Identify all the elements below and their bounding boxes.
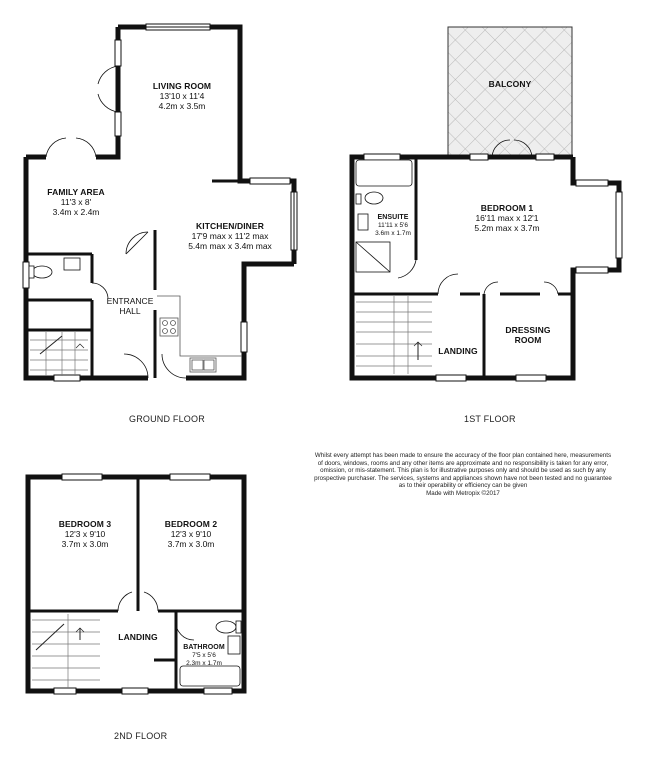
living-room-dim-metric: 4.2m x 3.5m — [158, 100, 206, 111]
kitchen-dim-metric: 5.4m max x 3.4m max — [188, 240, 272, 251]
ensuite-label — [368, 214, 418, 237]
dressing-name: DRESSING — [505, 325, 551, 335]
balcony-label — [470, 80, 550, 90]
bedroom3-dim-metric: 3.7m x 3.0m — [61, 538, 109, 549]
bathroom-dim-imperial: 7'5 x 5'6 — [192, 652, 216, 660]
second-landing-name: LANDING — [118, 632, 158, 642]
bedroom3-label — [42, 520, 128, 549]
family-area-dim-metric: 3.4m x 2.4m — [52, 206, 100, 217]
kitchen-diner-label — [172, 222, 288, 251]
disclaimer-line: Whilst every attempt has been made to ensure the accuracy of the floor plan contained here, measurements — [314, 452, 612, 459]
metropix-credit: Made with Metropix ©2017 — [426, 489, 500, 497]
hall-name: HALL — [119, 305, 141, 316]
first-stairs — [356, 296, 432, 374]
entrance-name: ENTRANCE — [106, 296, 154, 306]
first-floor-title: 1ST FLOOR — [464, 414, 516, 424]
first-landing-name: LANDING — [438, 346, 478, 356]
ensuite-dim-imperial: 11'11 x 5'6 — [377, 222, 409, 230]
bedroom2-name: BEDROOM 2 — [164, 519, 218, 529]
first-interior-doors — [398, 260, 558, 294]
bedroom2-label — [148, 520, 234, 549]
living-room-dim-imperial: 13'10 x 11'4 — [159, 90, 205, 101]
entrance-hall-label — [102, 297, 158, 317]
second-floor-title: 2ND FLOOR — [114, 731, 168, 741]
kitchen-dim-imperial: 17'9 max x 11'2 max — [191, 230, 269, 241]
dressing-room-label — [494, 326, 562, 346]
disclaimer-text — [300, 452, 626, 497]
disclaimer-line: prospective purchaser. The services, systems and appliances shown have not been tested and no guarantee — [314, 474, 612, 482]
disclaimer-line: omission, or mis-statement. This plan is for illustrative purposes only and should be used as such by any — [320, 467, 606, 475]
bedroom1-dim-metric: 5.2m max x 3.7m — [474, 222, 540, 233]
kitchen-name: KITCHEN/DINER — [196, 221, 264, 231]
room-name: ROOM — [514, 334, 542, 345]
bathroom-name: BATHROOM — [183, 644, 225, 651]
bedroom1-name: BEDROOM 1 — [480, 203, 534, 213]
first-landing-label — [432, 347, 484, 357]
ground-french-doors — [46, 66, 118, 157]
bedroom2-dim-metric: 3.7m x 3.0m — [167, 538, 215, 549]
ensuite-name: ENSUITE — [377, 214, 409, 221]
ground-floor-title: GROUND FLOOR — [129, 414, 205, 424]
bathroom-label — [180, 644, 228, 667]
bedroom3-name: BEDROOM 3 — [58, 519, 112, 529]
family-area-name: FAMILY AREA — [47, 187, 105, 197]
ground-stairs — [30, 332, 88, 376]
ground-wc-fixtures — [29, 258, 80, 278]
family-area-label — [36, 188, 116, 217]
second-stairs — [32, 614, 100, 688]
living-room-name: LIVING ROOM — [152, 81, 212, 91]
first-windows — [364, 154, 622, 381]
bedroom2-dim-imperial: 12'3 x 9'10 — [170, 528, 212, 539]
disclaimer-line: of doors, windows, rooms and any other items are approximate and no responsibility is taken for any error, — [317, 459, 609, 467]
balcony-name: BALCONY — [488, 79, 532, 89]
ground-left-upper-walls — [26, 27, 118, 157]
bedroom1-dim-imperial: 16'11 max x 12'1 — [475, 212, 539, 223]
bedroom3-dim-imperial: 12'3 x 9'10 — [64, 528, 106, 539]
family-area-dim-imperial: 11'3 x 8' — [60, 196, 92, 207]
ensuite-dim-metric: 3.6m x 1.7m — [375, 229, 411, 237]
second-landing-label — [108, 633, 168, 643]
kitchen-worktop — [157, 296, 242, 372]
bathroom-dim-metric: 2.3m x 1.7m — [186, 659, 222, 667]
living-room-label — [142, 82, 222, 111]
disclaimer-line: as to their operability or efficiency can be given — [398, 482, 528, 490]
balcony-area — [448, 27, 572, 157]
bedroom1-label — [452, 204, 562, 233]
